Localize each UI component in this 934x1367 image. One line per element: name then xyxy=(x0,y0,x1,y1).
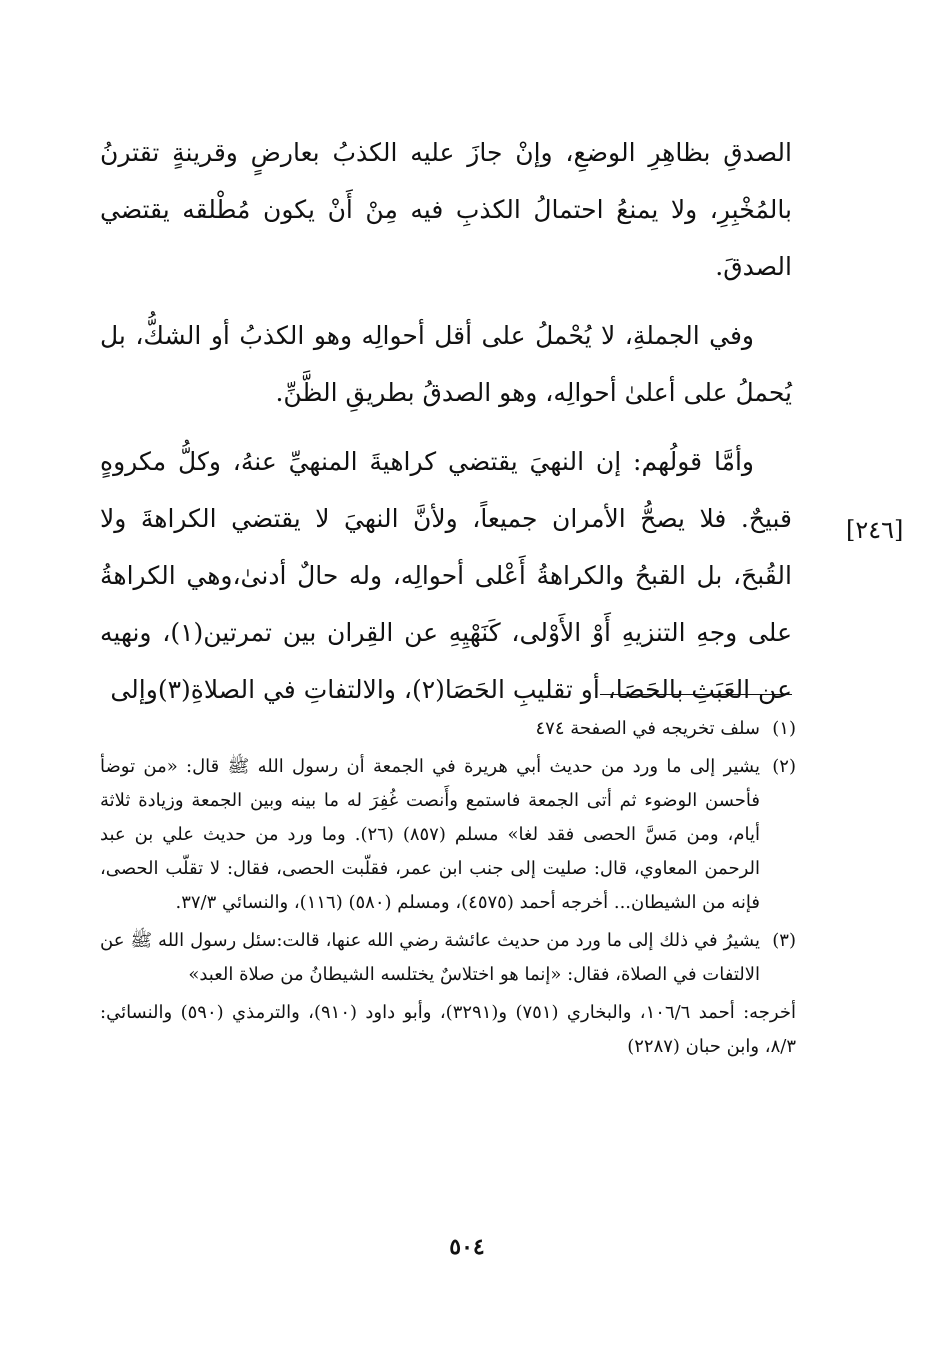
footnote-1 xyxy=(100,712,796,746)
page-number: ٥٠٤ xyxy=(449,1234,485,1260)
footnote-3 xyxy=(100,924,796,992)
footnote-number: (٣) xyxy=(772,930,796,951)
main-text xyxy=(100,124,792,730)
footnote-text: سلف تخريجه في الصفحة ٤٧٤ xyxy=(535,718,760,739)
footnote-3-citation: أخرجه: أحمد ١٠٦/٦، والبخاري (٧٥١) و(٣٢٩١)، وأبو داود (٩١٠)، والترمذي (٥٩٠) والنسائي: ٨/٣، وابن حبان (٢٢٨٧) xyxy=(100,1002,796,1057)
footnote-number: (١) xyxy=(772,718,796,739)
paragraph-1: الصدقِ بظاهِرِ الوضعِ، وإنْ جازَ عليه الكذبُ بعارضٍ وقرينةٍ تقترنُ بالمُخْبِرِ، ولا يمنعُ احتمالُ الكذبِ فيه مِنْ أَنْ يكون مُطْلقه يقتضي الصدقَ. xyxy=(100,138,792,281)
footnotes xyxy=(100,712,796,1064)
margin-page-reference: [٢٤٦] xyxy=(846,516,904,544)
footnote-number: (٢) xyxy=(772,756,796,777)
paragraph-3: وأمَّا قولُهم: إن النهيَ يقتضي كراهيةَ المنهيِّ عنهُ، وكلُّ مكروهٍ قبيحٌ. فلا يصحُّ الأمران جميعاً، ولأنَّ النهيَ لا يقتضي الكراهةَ ولا القُبحَ، بل القبحُ والكراهةُ أَعْلى أحوالِه، وله حالٌ أدنىٰ،وهي الكراهةُ على وجهِ التنزيهِ أَوْ الأَوْلى، كَنَهْيِهِ عن القِران بين تمرتين(١)، ونهيه عن العَبَثِ بالحَصَا، أو تقليبِ الحَصَا(٢)، والالتفاتِ في الصلاةِ(٣)وإلى xyxy=(100,447,792,704)
footnote-2 xyxy=(100,750,796,920)
footnote-text: يشير إلى ما ورد من حديث أبي هريرة في الجمعة أن رسول الله ﷺ قال: «من توضأ فأحسن الوضوء ثم أتى الجمعة فاستمع وأَنصت غُفِرَ له ما بينه وبين الجمعة وزيادة ثلاثة أيام، ومن مَسَّ الحصى فقد لغا» مسلم (٨٥٧) (٢٦). وما ورد من حديث علي بن عبد الرحمن المعاوي، قال: صليت إلى جنب ابن عمر، فقلّبت الحصى، فقال: لا تقلّب الحصى، فإنه من الشيطان... أخرجه أحمد (٤٥٧٥)، ومسلم (٥٨٠) (١١٦)، والنسائي ٣٧/٣. xyxy=(100,756,760,913)
footnote-separator xyxy=(600,694,792,695)
footnote-text: يشيرُ في ذلك إلى ما ورد من حديث عائشة رضي الله عنها، قالت:سئل رسول الله ﷺ عن الالتفات في الصلاة، فقال: «إنما هو اختلاسٌ يختلسه الشيطانُ من صلاة العبد» xyxy=(100,930,760,985)
paragraph-2: وفي الجملةِ، لا يُحْملُ على أقل أحوالِه وهو الكذبُ أو الشكُّ، بل يُحملُ على أعلىٰ أحوالِه، وهو الصدقُ بطريقِ الظَّنِّ. xyxy=(100,321,792,407)
